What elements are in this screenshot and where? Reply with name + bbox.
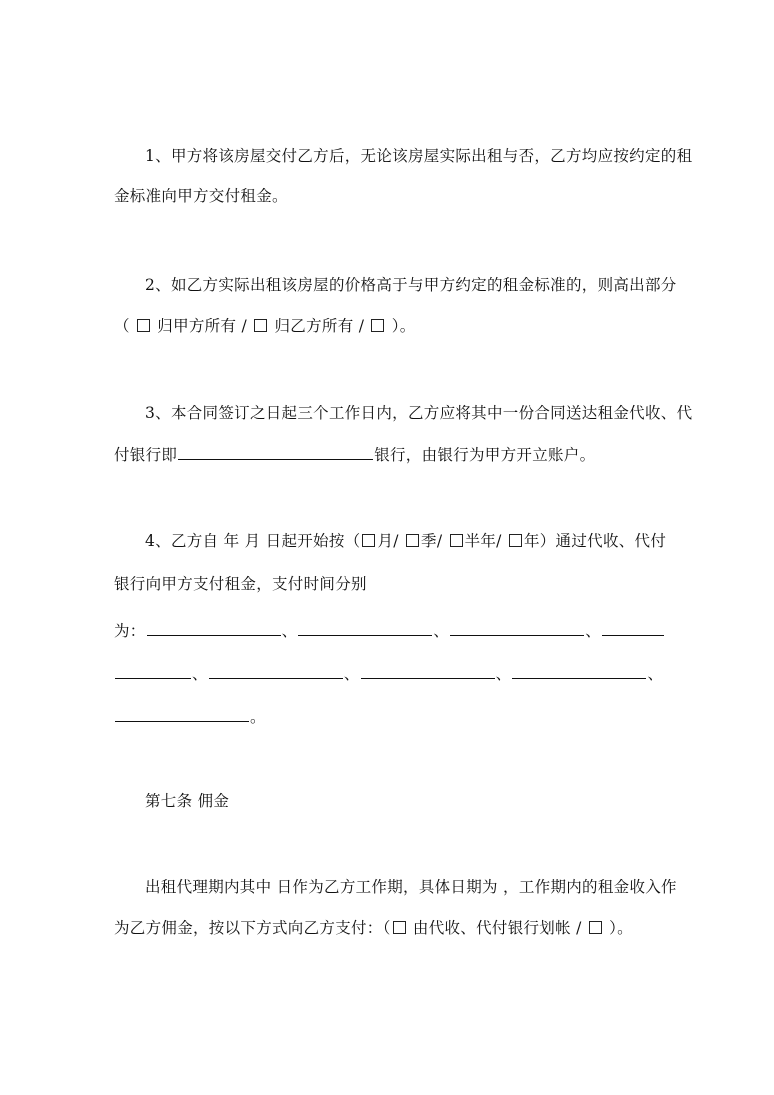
date-blank-3[interactable] (450, 620, 584, 636)
article-7-line-1: 出租代理期内其中 日作为乙方工作期，具体日期为 ，工作期内的租金收入作 (145, 878, 677, 896)
clause-2-options (114, 316, 416, 336)
clause-4-line-2: 银行向甲方支付租金，支付时间分别 (114, 575, 367, 593)
option-bank-transfer: 由代收、代付银行划帐 / (412, 919, 582, 937)
clause-4-dates-row-2 (114, 663, 663, 684)
clause-2-close-paren: ）。 (391, 317, 416, 335)
clause-2-line-1: 2、如乙方实际出租该房屋的价格高于与甲方约定的租金标准的，则高出部分 (145, 276, 677, 294)
checkbox-other-method[interactable] (589, 921, 602, 934)
checkbox-bank-transfer[interactable] (393, 921, 406, 934)
checkbox-year[interactable] (509, 534, 522, 547)
checkbox-month[interactable] (362, 534, 375, 547)
date-blank-1[interactable] (147, 620, 281, 636)
clause-1-line-2: 金标准向甲方交付租金。 (114, 187, 288, 205)
clause-1-line-1: 1、甲方将该房屋交付乙方后，无论该房屋实际出租与否，乙方均应按约定的租 (145, 147, 693, 165)
bank-name-blank[interactable] (178, 444, 373, 460)
clause-3-line-2 (114, 444, 595, 465)
date-blank-7[interactable] (512, 663, 646, 679)
separator: 、 (192, 665, 208, 683)
clause-4-prefix: 为： (114, 622, 146, 640)
date-blank-2[interactable] (298, 620, 432, 636)
option-half-year: 半年/ (464, 532, 502, 550)
period: 。 (250, 708, 266, 726)
separator: 、 (585, 622, 602, 640)
separator: 、 (495, 665, 512, 683)
clause-2-option-tenant: 归乙方所有 / (274, 317, 365, 335)
date-blank-5[interactable] (209, 663, 343, 679)
clause-4-line-1 (145, 531, 666, 551)
checkbox-other[interactable] (371, 319, 384, 332)
clause-4-dates-row-3 (114, 706, 266, 727)
article-7-prefix: 为乙方佣金，按以下方式向乙方支付：（ (114, 919, 391, 937)
clause-2-open-paren: （ (114, 317, 130, 335)
article-7-heading: 第七条 佣金 (145, 792, 230, 810)
clause-3-line-1: 3、本合同签订之日起三个工作日内，乙方应将其中一份合同送达租金代收、代 (145, 404, 693, 422)
article-7-close: ）。 (609, 919, 633, 937)
checkbox-half-year[interactable] (450, 534, 463, 547)
date-blank-6[interactable] (361, 663, 495, 679)
clause-4-intro: 4、乙方自 年 月 日起开始按（ (145, 532, 361, 550)
separator: 、 (343, 665, 360, 683)
date-blank-4-cont[interactable] (115, 663, 191, 679)
separator: 、 (433, 622, 450, 640)
clause-3-prefix: 付银行即 (114, 446, 178, 464)
separator: 、 (647, 665, 664, 683)
article-7-line-2 (114, 918, 633, 938)
option-month: 月/ (377, 532, 399, 550)
checkbox-tenant[interactable] (254, 319, 267, 332)
clause-3-suffix: 银行，由银行为甲方开立账户。 (374, 446, 596, 464)
clause-2-option-landlord: 归甲方所有 / (157, 317, 248, 335)
checkbox-landlord[interactable] (137, 319, 150, 332)
option-season: 季/ (421, 532, 443, 550)
option-year: 年）通过代收、代付 (523, 532, 667, 550)
separator: 、 (281, 622, 298, 640)
checkbox-season[interactable] (406, 534, 419, 547)
date-blank-8[interactable] (115, 706, 249, 722)
date-blank-4[interactable] (602, 620, 664, 636)
clause-4-dates-row-1 (114, 620, 665, 641)
